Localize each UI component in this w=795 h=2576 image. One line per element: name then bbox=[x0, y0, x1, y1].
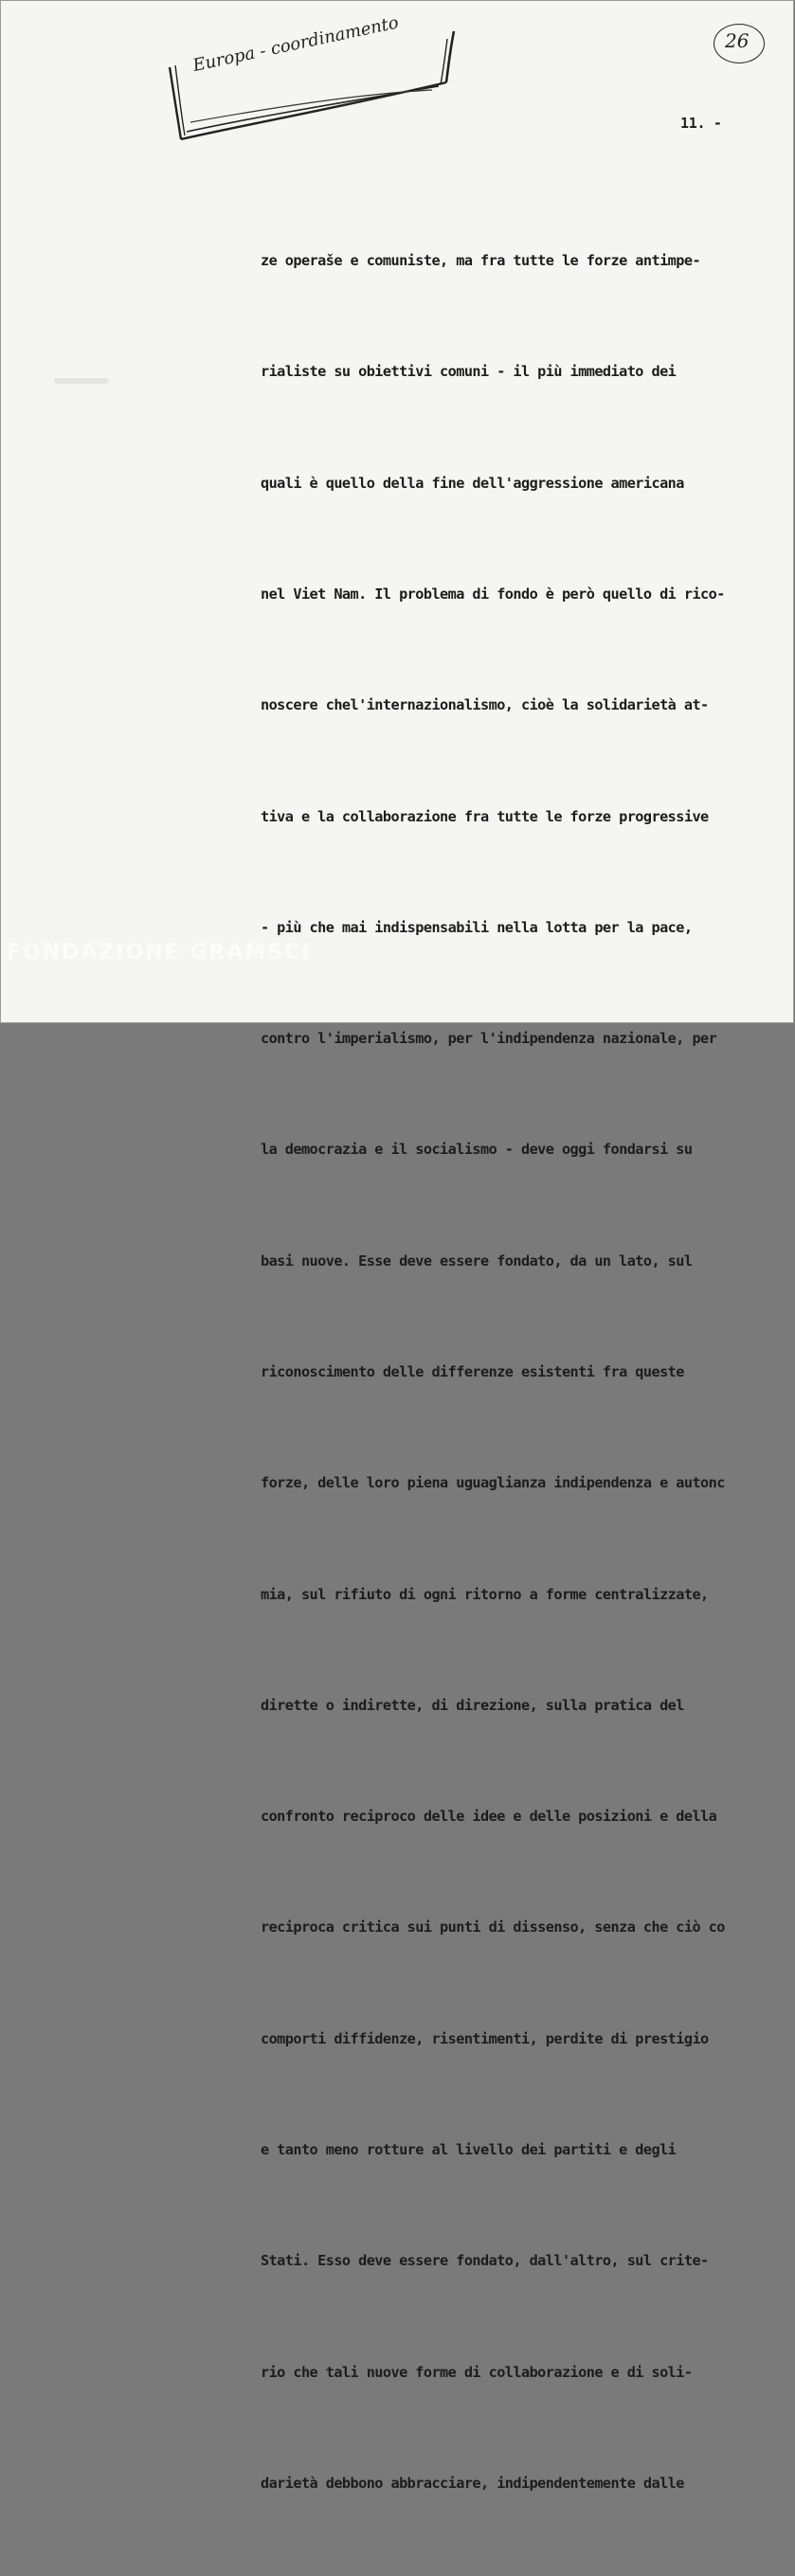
text-line: darietà debbono abbracciare, indipendentemente dalle bbox=[261, 2474, 684, 2492]
text-line: ze operaše e comuniste, ma fra tutte le forze antimpe- bbox=[261, 252, 701, 270]
text-line: la democrazia e il socialismo - deve oggi fondarsi su bbox=[261, 1141, 693, 1159]
text-line: e tanto meno rotture al livello dei partiti e degli bbox=[261, 2140, 677, 2158]
watermark-logo: FONDAZIONE GRAMSCI bbox=[7, 941, 312, 964]
text-line: dirette o indirette, di direzione, sulla pratica del bbox=[261, 1696, 684, 1714]
archive-number: 26 bbox=[725, 29, 750, 52]
page-number: 11. - bbox=[680, 115, 722, 132]
text-line: contro l'imperialismo, per l'indipendenza nazionale, per bbox=[261, 1030, 717, 1048]
text-line: Stati. Esso deve essere fondato, dall'altro, sul crite- bbox=[261, 2252, 709, 2270]
handwritten-note: Europa - coordinamento bbox=[190, 12, 401, 77]
text-line: reciproca critica sui punti di dissenso, senza che ciò co bbox=[261, 1918, 725, 1937]
text-line: confronto reciproco delle idee e delle posizioni e della bbox=[261, 1808, 717, 1826]
paper-smudge bbox=[54, 378, 109, 384]
text-line: basi nuove. Esse deve essere fondato, da un lato, sul bbox=[261, 1252, 693, 1270]
text-line: riconoscimento delle differenze esistenti fra queste bbox=[261, 1363, 684, 1380]
text-line: nel Viet Nam. Il problema di fondo è però quello di rico- bbox=[261, 585, 725, 603]
text-line: noscere chel'internazionalismo, cioè la solidarietà at- bbox=[261, 696, 709, 714]
typewritten-body bbox=[261, 169, 791, 2576]
text-line: forze, delle loro piena uguaglianza indipendenza e autonc bbox=[261, 1474, 725, 1492]
text-line: - più che mai indispensabili nella lotta per la pace, bbox=[261, 918, 693, 936]
text-line: quali è quello della fine dell'aggressione americana bbox=[261, 474, 684, 492]
text-line: comporti diffidenze, risentimenti, perdite di prestigio bbox=[261, 2029, 709, 2047]
text-line: rialiste su obiettivi comuni - il più immediato dei bbox=[261, 363, 677, 381]
text-line: tiva e la collaborazione fra tutte le forze progressive bbox=[261, 807, 709, 825]
text-line: rio che tali nuove forme di collaborazione e di soli- bbox=[261, 2363, 693, 2381]
text-line: mia, sul rifiuto di ogni ritorno a forme centralizzate, bbox=[261, 1585, 709, 1603]
